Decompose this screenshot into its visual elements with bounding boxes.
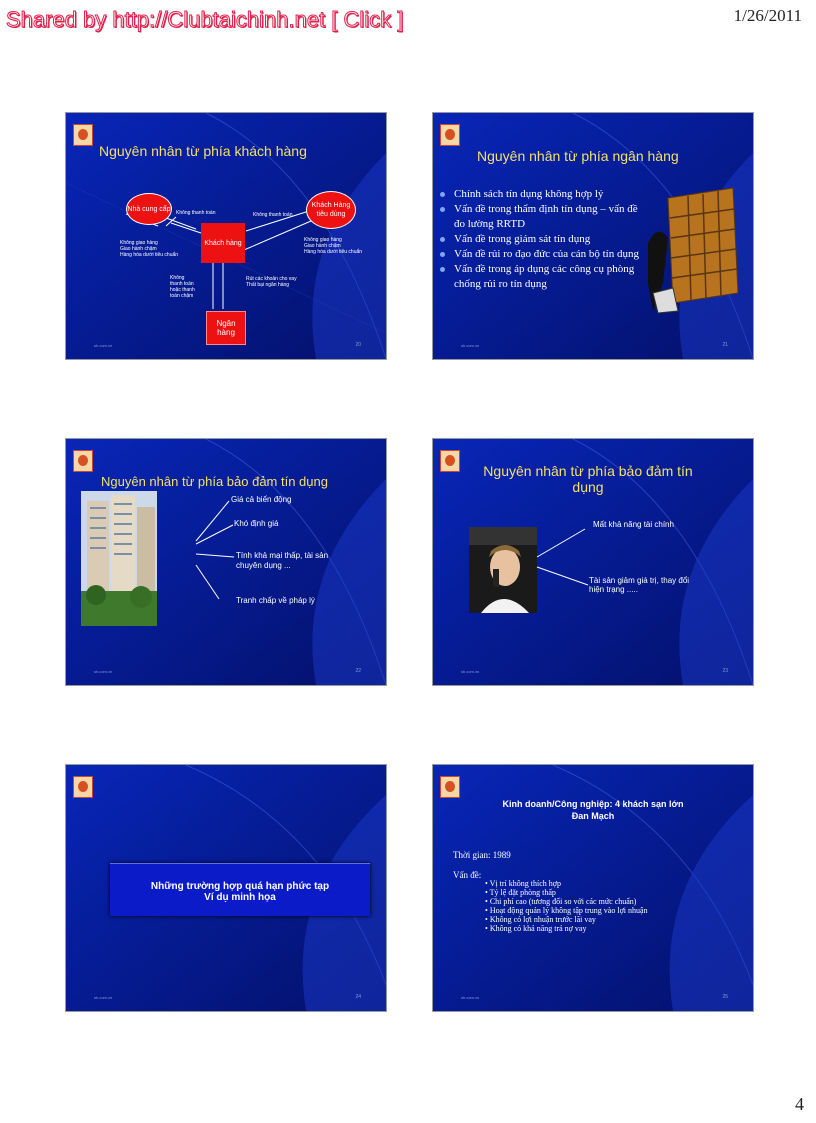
time-label: Thời gian: 1989 — [453, 850, 511, 860]
slide-title: Nguyên nhân từ phía khách hàng — [99, 143, 307, 159]
collateral-item: Tính khả mại thấp, tài sản chuyên dụng ... — [236, 551, 329, 570]
supplier-node: Nhà cung cấp — [126, 193, 172, 225]
slide-footer: sh.com.vn — [94, 669, 113, 674]
list-item: • Không có khả năng trả nợ vay — [485, 924, 587, 933]
slide-footer: sh.com.vn — [461, 669, 480, 674]
slide-24 — [65, 764, 387, 1012]
cause-item: Mất khả năng tài chính — [593, 520, 674, 529]
bank-logo-icon — [440, 776, 460, 798]
list-item: Vấn đề rủi ro đạo đức của cán bộ tín dụng — [450, 247, 640, 262]
bank-logo-icon — [73, 776, 93, 798]
left-notes: Không giao hàng Giao hành chậm Hàng hóa dưới tiêu chuẩn — [120, 240, 179, 258]
issue-list — [485, 879, 648, 933]
list-item: • Tỷ lệ đặt phòng thấp — [485, 888, 556, 897]
slide-number: 22 — [355, 668, 361, 674]
issues-label: Vấn đề: — [453, 870, 482, 880]
slide-number: 20 — [355, 342, 361, 348]
section-title: Những trường hợp quá hạn phức tạp Ví dụ minh họa — [150, 881, 330, 903]
no-pay-label: Không thanh toán — [176, 210, 216, 216]
slide-footer: sh.com.vn — [94, 995, 113, 1000]
bullet-list — [450, 187, 640, 292]
collateral-item: Giá cả biến động — [231, 495, 292, 504]
no-pay-label: Không thanh toán — [253, 212, 293, 218]
slide-number: 23 — [722, 668, 728, 674]
list-item: • Chi phí cao (tương đối so với các mức chuẩn) — [485, 897, 637, 906]
slide-23 — [432, 438, 754, 686]
cause-item: Tài sản giảm giá trị, thay đổi hiện trạng ..... — [589, 576, 690, 594]
slide-number: 25 — [722, 994, 728, 1000]
bank-right-notes: Rút các khoản cho vay Thất bại ngân hàng — [246, 276, 297, 288]
slide-title: Nguyên nhân từ phía ngân hàng — [477, 148, 679, 164]
slide-footer: sh.com.vn — [461, 343, 480, 348]
slide-footer: sh.com.vn — [94, 343, 113, 348]
list-item: • Vị trí không thích hợp — [485, 879, 561, 888]
list-item: Chính sách tín dụng không hợp lý — [450, 187, 640, 202]
consumer-node: Khách Hàng tiêu dùng — [306, 191, 356, 229]
list-item: • Hoạt động quản lý không tập trung vào lợi nhuận — [485, 906, 648, 915]
right-notes: Không giao hàng Giao hành chậm Hàng hóa dưới tiêu chuẩn — [304, 237, 363, 255]
bank-node: Ngân hàng — [206, 311, 246, 345]
list-item: • Không có lợi nhuận trước lãi vay — [485, 915, 596, 924]
list-item: Vấn đề trong thẩm định tín dụng – vấn đề đo lường RRTD — [450, 202, 640, 232]
slide-21 — [432, 112, 754, 360]
slide-number: 24 — [355, 994, 361, 1000]
list-item: Vấn đề trong áp dụng các công cụ phòng chống rủi ro tín dụng — [450, 262, 640, 292]
list-item: Vấn đề trong giám sát tín dụng — [450, 232, 640, 247]
bank-logo-icon — [440, 124, 460, 146]
filing-cabinet-clipart-icon — [643, 183, 743, 323]
shared-link[interactable]: Shared by http://Clubtaichinh.net [ Click ] — [6, 7, 404, 32]
slide-22 — [65, 438, 387, 686]
slide-footer: sh.com.vn — [461, 995, 480, 1000]
slide-number: 21 — [722, 342, 728, 348]
print-date: 1/26/2011 — [733, 6, 802, 25]
page-number: 4 — [795, 1094, 804, 1114]
slide-title: Nguyên nhân từ phía bảo đảm tín dụng — [101, 474, 328, 489]
slide-title: Kinh doanh/Công nghiệp: 4 khách sạn lớn Đan Mạch — [502, 799, 684, 821]
bank-left-notes: Không thanh toán hoặc thanh toán chậm — [170, 275, 195, 299]
slide-25 — [432, 764, 754, 1012]
slide-20 — [65, 112, 387, 360]
collateral-item: Khó định giá — [234, 519, 279, 528]
collateral-item: Tranh chấp về pháp lý — [236, 596, 315, 605]
customer-node: Khách hàng — [201, 223, 245, 263]
cause-arrows — [433, 439, 753, 685]
slide-title: Nguyên nhân từ phía bảo đảm tín dụng — [483, 463, 693, 495]
